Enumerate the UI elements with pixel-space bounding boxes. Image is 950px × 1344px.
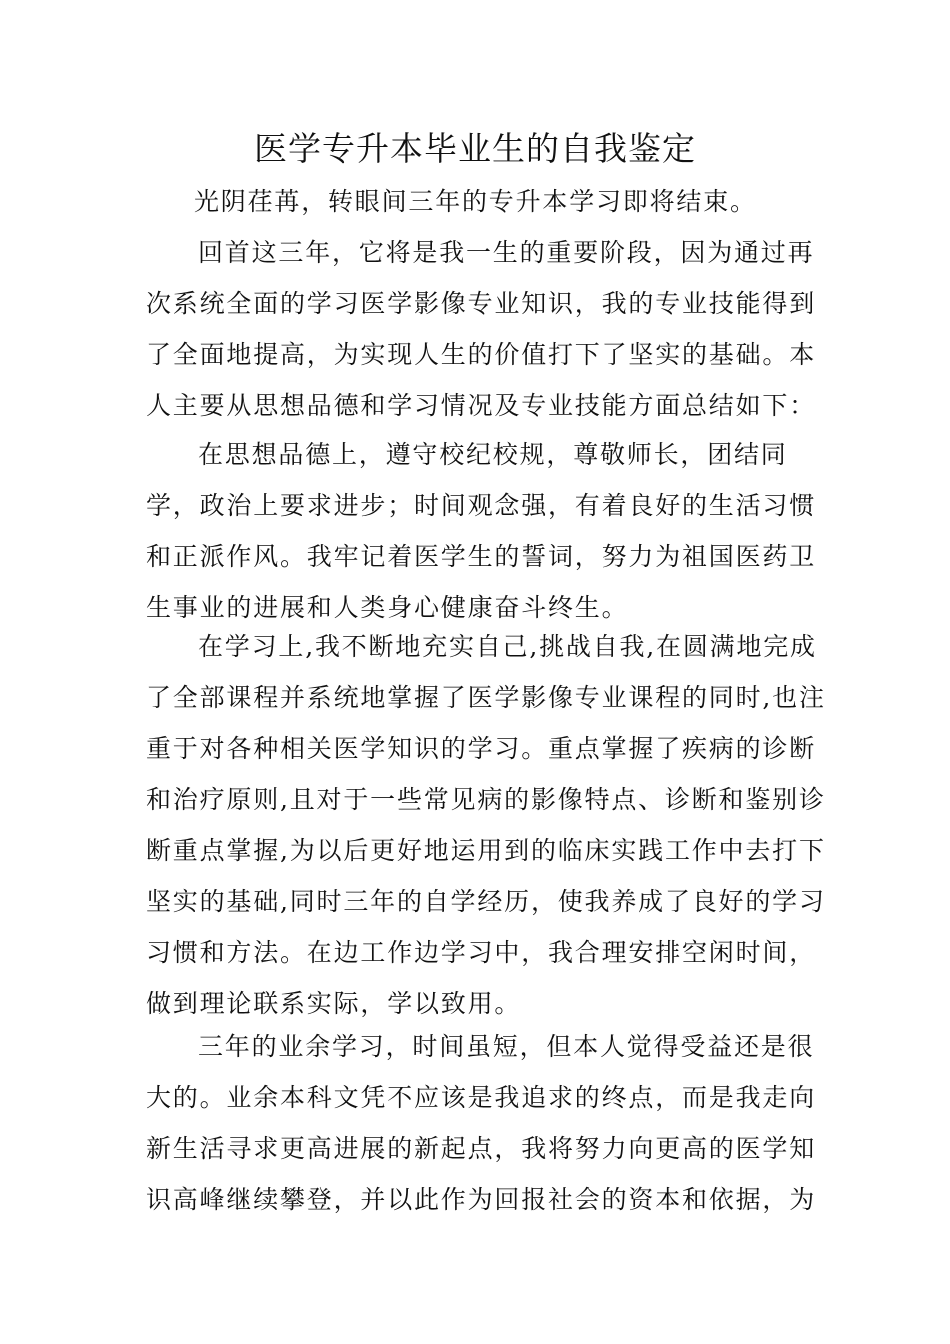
paragraph-moral-character: 在思想品德上，遵守校纪校规，尊敬师长，团结同学，政治上要求进步；时间观念强，有着良好的生活习惯和正派作风。我牢记着医学生的誓词，努力为祖国医药卫生事业的进展和人类身心健康奋斗终生。 bbox=[146, 440, 817, 622]
paragraph-intro: 光阴荏苒，转眼间三年的专升本学习即将结束。 bbox=[194, 187, 757, 216]
paragraph-review: 回首这三年，它将是我一生的重要阶段，因为通过再次系统全面的学习医学影像专业知识，我的专业技能得到了全面地提高，为实现人生的价值打下了坚实的基础。本人主要从思想品德和学习情况及专业技能方面总结如下： bbox=[146, 238, 817, 420]
paragraph-conclusion: 三年的业余学习，时间虽短，但本人觉得受益还是很大的。业余本科文凭不应该是我追求的终点，而是我走向新生活寻求更高进展的新起点，我将努力向更高的医学知识高峰继续攀登，并以此作为回报社会的资本和依据，为 bbox=[146, 1032, 817, 1214]
document-title: 医学专升本毕业生的自我鉴定 bbox=[254, 129, 696, 168]
paragraph-study: 在学习上,我不断地充实自己,挑战自我,在圆满地完成了全部课程并系统地掌握了医学影像专业课程的同时,也注重于对各种相关医学知识的学习。重点掌握了疾病的诊断和治疗原则,且对于一些常见病的影像特点、诊断和鉴别诊断重点掌握,为以后更好地运用到的临床实践工作中去打下坚实的基础,同时三年的自学经历，使我养成了良好的学习习惯和方法。在边工作边学习中，我合理安排空闲时间，做到理论联系实际，学以致用。 bbox=[146, 632, 826, 1018]
